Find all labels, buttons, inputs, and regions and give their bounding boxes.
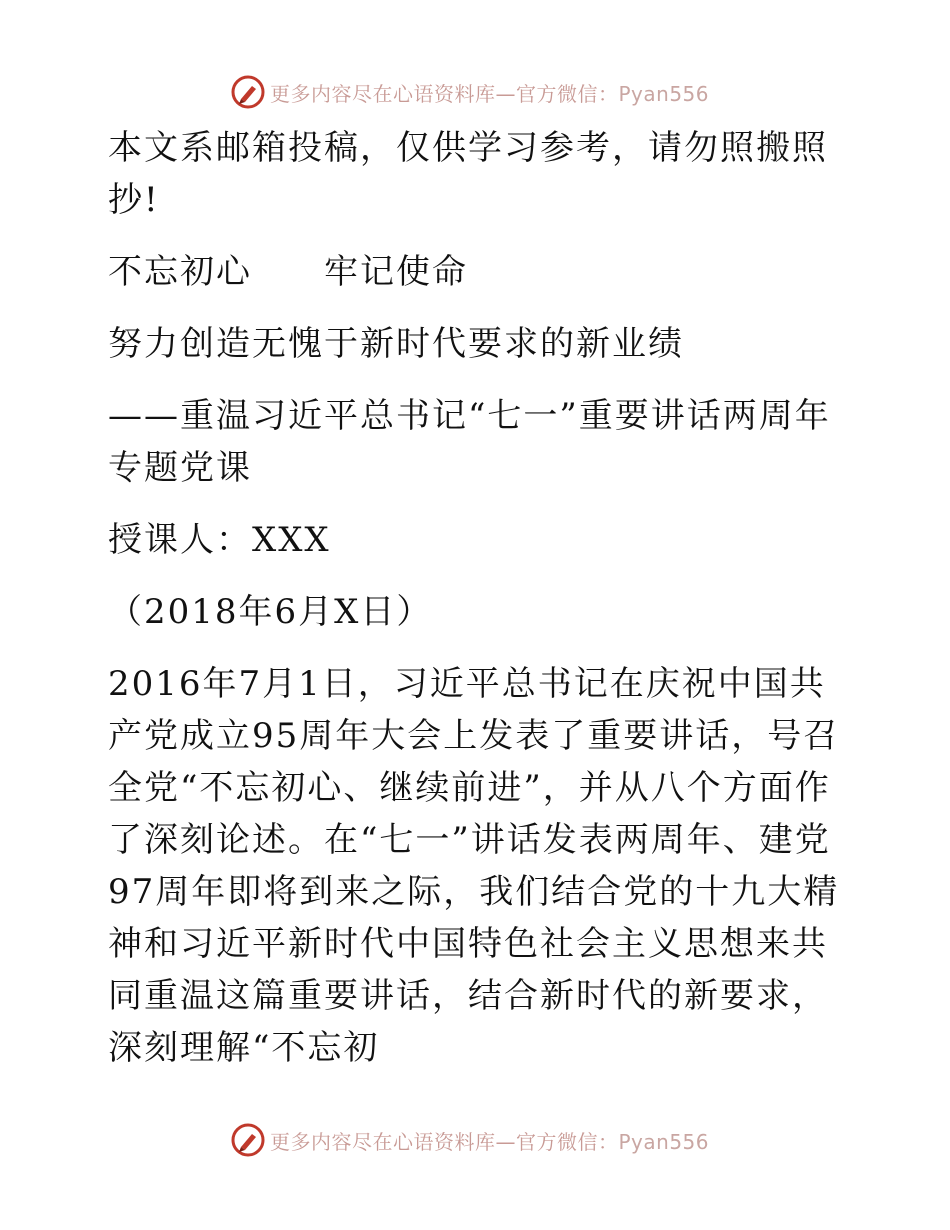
footer-banner (230, 1120, 709, 1160)
lecturer: 授课人：XXX (108, 520, 331, 560)
pen-logo-icon (230, 74, 266, 110)
header-banner-label: 更多内容尽在心语资料库—官方微信： (270, 81, 619, 106)
header-banner (230, 72, 709, 112)
notice-text: 本文系邮箱投稿，仅供学习参考，请勿照搬照抄! (108, 128, 828, 220)
footer-wechat-id: Pyan556 (618, 1129, 710, 1154)
date-line: （2018年6月X日） (108, 592, 433, 632)
title-line-2: 努力创造无愧于新时代要求的新业绩 (108, 324, 684, 364)
title-line-1: 不忘初心 牢记使命 (108, 252, 468, 292)
pen-logo-icon (230, 1122, 266, 1158)
document-body (98, 122, 858, 1074)
subtitle: ——重温习近平总书记“七一”重要讲话两周年专题党课 (108, 396, 831, 488)
footer-banner-label: 更多内容尽在心语资料库—官方微信： (270, 1129, 619, 1154)
header-wechat-id: Pyan556 (618, 81, 710, 106)
header-banner-text (270, 78, 709, 107)
footer-banner-text (270, 1126, 709, 1155)
body-paragraph: 2016年7月1日，习近平总书记在庆祝中国共产党成立95周年大会上发表了重要讲话，号召全党“不忘初心、继续前进”，并从八个方面作了深刻论述。在“七一”讲话发表两周年、建党97周年即将到来之际，我们结合党的十九大精神和习近平新时代中国特色社会主义思想来共同重温这篇重要讲话，结合新时代的新要求，深刻理解“不忘初 (108, 664, 840, 1068)
